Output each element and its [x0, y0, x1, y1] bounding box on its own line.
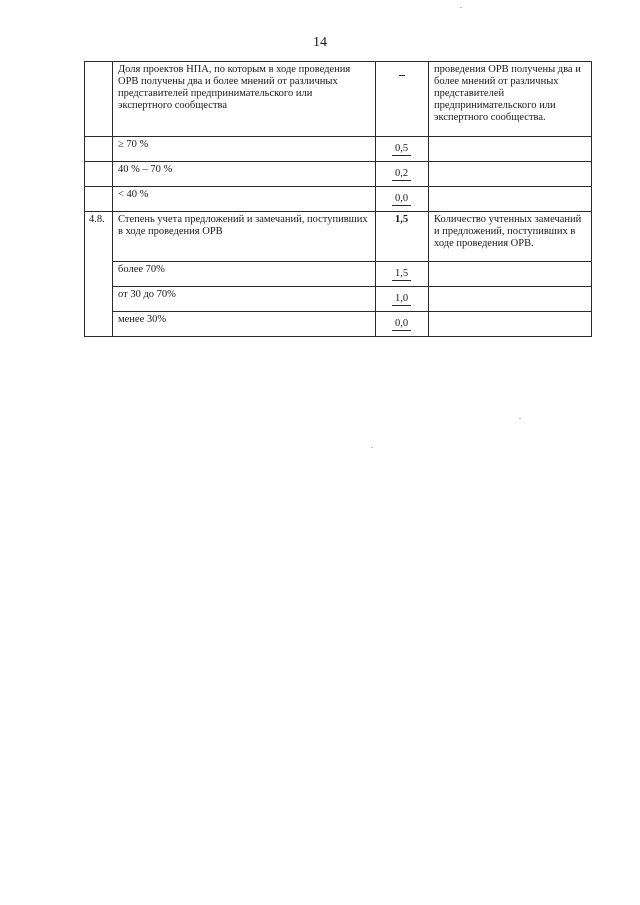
- page-number: 14: [313, 35, 327, 50]
- score-cell: 0,5: [376, 137, 429, 162]
- table-row: [85, 137, 592, 162]
- score-cell: [376, 62, 429, 137]
- indicator-cell: < 40 %: [113, 187, 376, 212]
- criterion-cell: [429, 162, 592, 187]
- indicator-cell: Доля проектов НПА, по которым в ходе проведения ОРВ получены два и более мнений от различных представителей предпринимательского или экспертного сообщества: [113, 62, 376, 137]
- row-number: [85, 62, 113, 137]
- table-row: [85, 162, 592, 187]
- table-row: [85, 312, 592, 337]
- table-row: [85, 262, 592, 287]
- table-row: [85, 187, 592, 212]
- score-cell: 1,0: [376, 287, 429, 312]
- indicator-cell: Степень учета предложений и замечаний, поступивших в ходе проведения ОРВ: [113, 212, 376, 262]
- criterion-cell: [429, 137, 592, 162]
- criterion-cell: [429, 187, 592, 212]
- table-row: [85, 62, 592, 137]
- indicator-cell: 40 % – 70 %: [113, 162, 376, 187]
- criterion-cell: [429, 312, 592, 337]
- indicator-cell: от 30 до 70%: [113, 287, 376, 312]
- row-number: [85, 262, 113, 287]
- indicator-cell: ≥ 70 %: [113, 137, 376, 162]
- scan-speck: [371, 447, 373, 448]
- row-number: 4.8.: [85, 212, 113, 262]
- indicator-cell: менее 30%: [113, 312, 376, 337]
- scan-speck: [460, 7, 462, 8]
- scan-speck: [519, 418, 521, 419]
- row-number: [85, 287, 113, 312]
- indicator-cell: более 70%: [113, 262, 376, 287]
- score-cell: 0,0: [376, 187, 429, 212]
- evaluation-table: [84, 61, 592, 337]
- score-cell: 1,5: [376, 212, 429, 262]
- score-cell: 0,2: [376, 162, 429, 187]
- table-row: [85, 287, 592, 312]
- criterion-cell: Количество учтенных замечаний и предложений, поступивших в ходе проведения ОРВ.: [429, 212, 592, 262]
- row-number: [85, 162, 113, 187]
- criterion-cell: [429, 287, 592, 312]
- table-row: [85, 212, 592, 262]
- row-number: [85, 312, 113, 337]
- score-cell: 1,5: [376, 262, 429, 287]
- criterion-cell: проведения ОРВ получены два и более мнений от различных представителей предпринимательского или экспертного сообщества.: [429, 62, 592, 137]
- row-number: [85, 137, 113, 162]
- criterion-cell: [429, 262, 592, 287]
- row-number: [85, 187, 113, 212]
- score-cell: 0,0: [376, 312, 429, 337]
